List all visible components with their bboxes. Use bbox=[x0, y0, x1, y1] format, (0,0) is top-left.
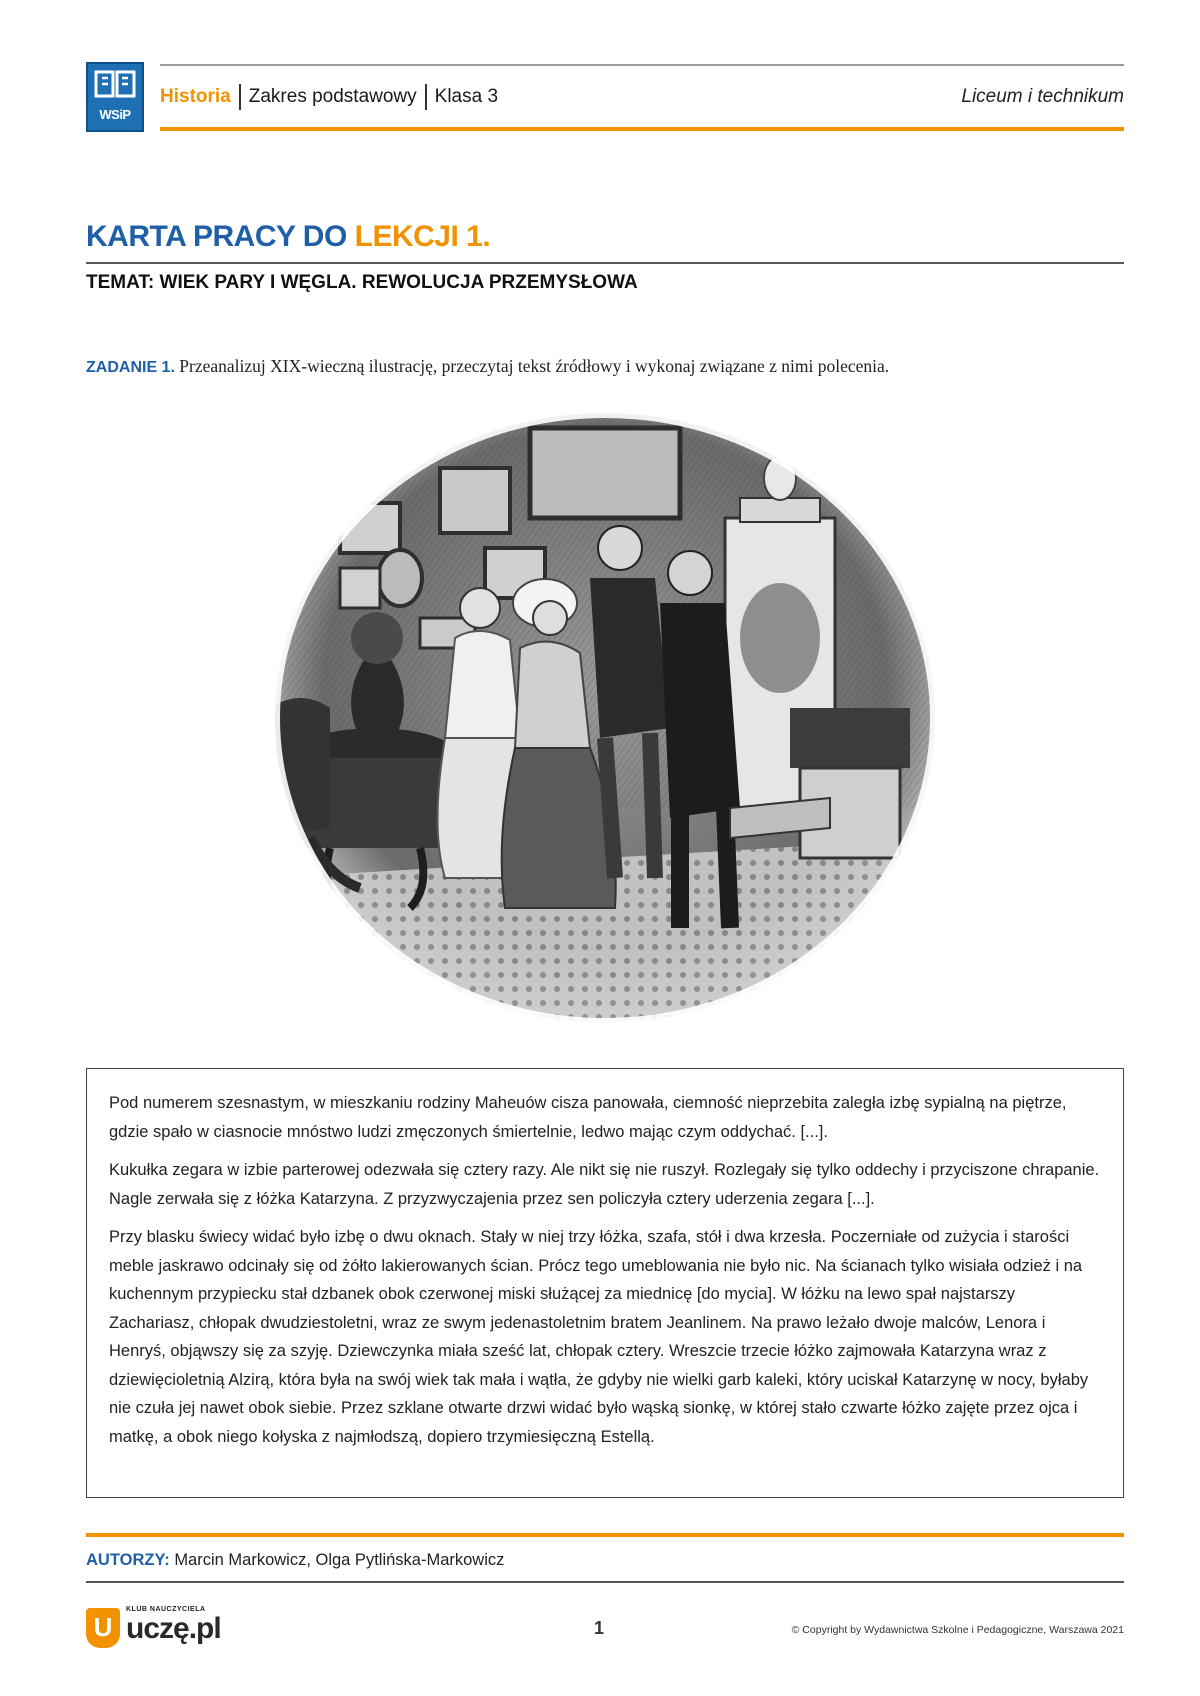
header-subject: Historia bbox=[160, 86, 231, 107]
header-level: Liceum i technikum bbox=[961, 86, 1124, 107]
wsip-logo bbox=[86, 62, 144, 132]
copyright-notice: © Copyright by Wydawnictwa Szkolne i Pedagogiczne, Warszawa 2021 bbox=[791, 1624, 1124, 1636]
lesson-topic: TEMAT: WIEK PARY I WĘGLA. REWOLUCJA PRZEMYSŁOWA bbox=[86, 272, 638, 293]
painting-frame bbox=[530, 428, 680, 518]
painting-frame bbox=[440, 468, 510, 533]
source-paragraph-3: Przy blasku świecy widać było izbę o dwu oknach. Stały w niej trzy łóżka, szafa, stół i dwa krzesła. Poczerniałe od zużycia i starości meble jaskrawo odcinały się od żółto lakierowanych ścian. Prócz tego umeblowania nie było nic. Na ścianach tylko wisiała odzież i na kuchennym przypiecku stał dzbanek obok czerwonej miski służącej za miednicę [do mycia]. W łóżku na lewo spał najstarszy Zachariasz, chłopak dwudziestoletni, wraz ze swym jedenastoletnim bratem Jeanlinem. Na prawo leżało dwoje malców, Lenora i Henryś, objąwszy się za szyję. Dziewczynka miała sześć lat, chłopak cztery. Wreszcie trzecie łóżko zajmowała Katarzyna wraz z dziewięcioletnią Alzirą, która była na swój wiek tak mała i wątła, że gdyby nie wielki garb kaleki, który uciskał Katarzynę w nocy, byłaby nie czuła jej nawet obok siebie. Przez szklane otwarte drzwi widać było wąską sionkę, w której stało czwarte łóżko zajęte przez ojca i matkę, a obok niego kołyska z najmłodszą, dopiero trzymiesięczną Estellą. bbox=[109, 1228, 1089, 1446]
source-paragraph-2: Kukułka zegara w izbie parterowej odezwała się cztery razy. Ale nikt się nie ruszył. Rozlegały się tylko oddechy i przyciszone chrapanie. Nagle zerwała się z łóżka Katarzyna. Z przyzwyczajenia przez sen policzyła cztery uderzenia zegara [...]. bbox=[109, 1161, 1100, 1208]
wsip-logo-icon bbox=[94, 70, 136, 100]
header-top-rule bbox=[160, 64, 1124, 66]
engraving-illustration bbox=[270, 408, 940, 1028]
figure-man-right bbox=[668, 551, 712, 595]
authors-bottom-rule bbox=[86, 1581, 1124, 1583]
header-divider bbox=[239, 84, 241, 110]
page-title-main: KARTA PRACY DO bbox=[86, 220, 347, 253]
header-grade: Klasa 3 bbox=[434, 86, 499, 107]
painting-frame bbox=[378, 550, 422, 606]
armchair bbox=[790, 708, 910, 768]
authors-top-rule bbox=[86, 1533, 1124, 1537]
ucze-pl-badge-icon: U bbox=[86, 1608, 120, 1648]
task-instruction bbox=[86, 356, 889, 377]
authors-line bbox=[86, 1551, 504, 1570]
page-number: 1 bbox=[594, 1618, 605, 1638]
page-title-accent: LEKCJI 1. bbox=[354, 220, 491, 253]
wsip-logo-text: WSiP bbox=[99, 107, 131, 122]
header-scope: Zakres podstawowy bbox=[248, 86, 417, 107]
ucze-pl-logo bbox=[86, 1604, 236, 1650]
header-bottom-rule bbox=[160, 127, 1124, 131]
header-divider bbox=[425, 84, 427, 110]
authors-names: Marcin Markowicz, Olga Pytlińska-Markowicz bbox=[174, 1551, 505, 1569]
figure-woman-left bbox=[460, 588, 500, 628]
ucze-pl-brand-text: uczę.pl bbox=[126, 1612, 221, 1645]
ucze-pl-klub-text: KLUB NAUCZYCIELA bbox=[126, 1606, 206, 1613]
figure-man-center bbox=[598, 526, 642, 570]
title-rule bbox=[86, 262, 1124, 264]
flower-vase bbox=[351, 658, 404, 738]
page-title bbox=[86, 220, 490, 254]
painting-frame bbox=[340, 568, 380, 608]
task-text: Przeanalizuj XIX-wieczną ilustrację, przeczytaj tekst źródłowy i wykonaj związane z nimi polecenia. bbox=[179, 356, 890, 376]
source-text-box bbox=[86, 1068, 1124, 1498]
task-label: ZADANIE 1. bbox=[86, 359, 175, 376]
header-breadcrumb bbox=[160, 84, 498, 110]
source-paragraph-1: Pod numerem szesnastym, w mieszkaniu rodziny Maheuów cisza panowała, ciemność nieprzebita zaległa izbę sypialną na piętrze, gdzie spało w ciasnocie mnóstwo ludzi zmęczonych śmiertelnie, ledwo mając czym oddychać. [...]. bbox=[109, 1094, 1067, 1141]
authors-label: AUTORZY: bbox=[86, 1551, 170, 1569]
